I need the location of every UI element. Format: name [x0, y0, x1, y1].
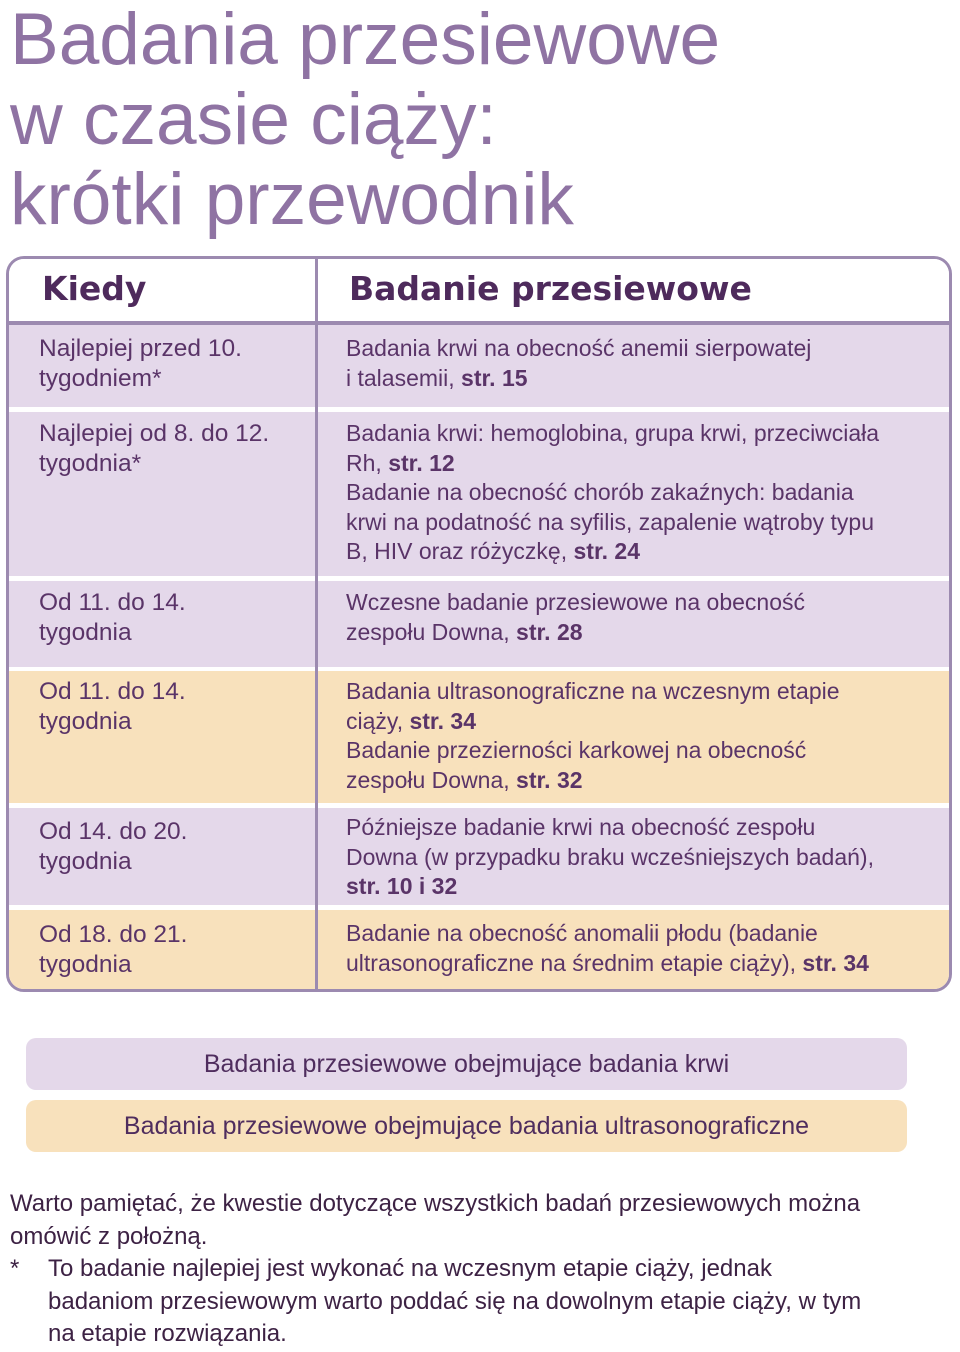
when-line: tygodnia: [39, 951, 132, 978]
row-6-test-cell: [318, 910, 949, 990]
header-test: [318, 259, 949, 321]
test-line: [346, 618, 929, 648]
row-3-test-cell: [318, 581, 949, 667]
when-line: tygodnia*: [39, 450, 142, 477]
test-line-text: Downa (w przypadku braku wcześniejszych badań),: [346, 843, 874, 870]
test-line: [346, 872, 929, 902]
row-when-text: [39, 677, 315, 737]
row-when-text: [39, 419, 315, 479]
footnote: [10, 1253, 940, 1351]
row-when-text: [39, 588, 315, 648]
header-when-label: Kiedy: [42, 269, 147, 308]
when-line: Od 14. do 20.: [39, 818, 188, 845]
row-6-when-cell: [9, 910, 315, 990]
footer-notes: [10, 1188, 940, 1351]
page-reference: str. 24: [573, 538, 641, 564]
row-5-when-cell: [9, 808, 315, 905]
row-test-text: [346, 588, 929, 647]
title-line-1: Badania przesiewowe: [10, 0, 721, 80]
row-test-text: [346, 334, 929, 393]
legend-ultrasound-label: Badania przesiewowe obejmujące badania ultrasonograficzne: [123, 1111, 810, 1140]
row-1-test-cell: [318, 325, 949, 407]
header-when: [9, 259, 315, 321]
test-line-text: Badania krwi na obecność anemii sierpowatej: [346, 335, 812, 361]
footnote-line-1: To badanie najlepiej jest wykonać na wczesnym etapie ciąży, jednak: [48, 1255, 772, 1282]
row-1-when-cell: [9, 325, 315, 407]
test-line-text: B, HIV oraz różyczkę,: [346, 538, 574, 564]
footnote-asterisk: *: [10, 1255, 20, 1282]
test-line-text: krwi na podatność na syfilis, zapalenie wątroby typu: [346, 508, 875, 535]
test-line-text: ultrasonograficzne na średnim etapie ciąży),: [346, 949, 803, 976]
test-line-text: Wczesne badanie przesiewowe na obecność: [346, 589, 805, 615]
test-line: [346, 334, 929, 364]
test-line-text: zespołu Downa,: [346, 766, 517, 793]
test-line-text: Badanie na obecność chorób zakaźnych: badania: [346, 479, 854, 505]
when-line: Najlepiej przed 10.: [39, 335, 242, 362]
row-4-test-cell: [318, 671, 949, 803]
title-line-3: krótki przewodnik: [10, 159, 574, 240]
row-when-text: [39, 334, 315, 394]
row-test-text: [346, 419, 929, 567]
row-2-when-cell: [9, 412, 315, 576]
test-line-text: ciąży,: [346, 707, 410, 734]
page-reference: str. 34: [802, 949, 869, 976]
legend-blood: [26, 1038, 907, 1090]
page-reference: str. 12: [388, 449, 455, 476]
test-line: [346, 537, 929, 567]
test-line-text: Badania ultrasonograficzne na wczesnym etapie: [346, 678, 840, 704]
row-4-when-cell: [9, 671, 315, 803]
test-line: [346, 588, 929, 618]
row-test-text: [346, 813, 929, 902]
page-reference: str. 15: [461, 364, 528, 391]
row-2-test-cell: [318, 412, 949, 576]
test-line-text: Rh,: [346, 449, 389, 476]
test-line: [346, 813, 929, 843]
when-line: Od 11. do 14.: [39, 678, 186, 705]
test-line-text: i talasemii,: [346, 364, 462, 391]
title-line-2: w czasie ciąży:: [10, 79, 497, 160]
row-when-text: [39, 817, 315, 877]
test-line-text: zespołu Downa,: [346, 618, 517, 645]
page-reference: str. 32: [516, 766, 583, 793]
row-3-when-cell: [9, 581, 315, 667]
test-line: [346, 736, 929, 766]
test-line: [346, 449, 929, 479]
header-test-label: Badanie przesiewowe: [349, 269, 752, 308]
when-line: Od 18. do 21.: [39, 921, 188, 948]
legend-blood-label: Badania przesiewowe obejmujące badania krwi: [203, 1049, 730, 1078]
footnote-line-3: na etapie rozwiązania.: [48, 1320, 287, 1347]
row-test-text: [346, 919, 929, 978]
test-line: [346, 949, 929, 979]
page-reference: str. 28: [516, 618, 583, 645]
column-divider: [315, 259, 318, 989]
row-when-text: [39, 920, 315, 980]
row-5-test-cell: [318, 808, 949, 905]
when-line: tygodnia: [39, 848, 132, 875]
test-line: [346, 707, 929, 737]
test-line: [346, 508, 929, 538]
test-line: [346, 919, 929, 949]
test-line-text: Badanie przezierności karkowej na obecność: [346, 737, 807, 763]
legend-ultrasound: [26, 1100, 907, 1152]
when-line: tygodnia: [39, 619, 132, 646]
when-line: tygodniem*: [39, 365, 162, 392]
note-line-2: omówić z położną.: [10, 1222, 208, 1250]
test-line-text: Badanie na obecność anomalii płodu (badanie: [346, 920, 818, 946]
footnote-line-2: badaniom przesiewowym warto poddać się na dowolnym etapie ciąży, w tym: [48, 1287, 862, 1315]
test-line-text: Badania krwi: hemoglobina, grupa krwi, przeciwciała: [346, 420, 880, 446]
test-line: [346, 478, 929, 508]
test-line: [346, 419, 929, 449]
note-line-1: Warto pamiętać, że kwestie dotyczące wszystkich badań przesiewowych można: [10, 1190, 861, 1217]
when-line: Od 11. do 14.: [39, 589, 186, 616]
page-reference: str. 10 i 32: [346, 873, 458, 899]
row-test-text: [346, 677, 929, 795]
test-line-text: Późniejsze badanie krwi na obecność zespołu: [346, 814, 816, 840]
test-line: [346, 364, 929, 394]
when-line: tygodnia: [39, 708, 132, 735]
test-line: [346, 843, 929, 873]
when-line: Najlepiej od 8. do 12.: [39, 420, 270, 447]
page-title: [10, 0, 950, 240]
test-line: [346, 677, 929, 707]
test-line: [346, 766, 929, 796]
screening-table: [6, 256, 952, 992]
page-reference: str. 34: [409, 707, 476, 734]
